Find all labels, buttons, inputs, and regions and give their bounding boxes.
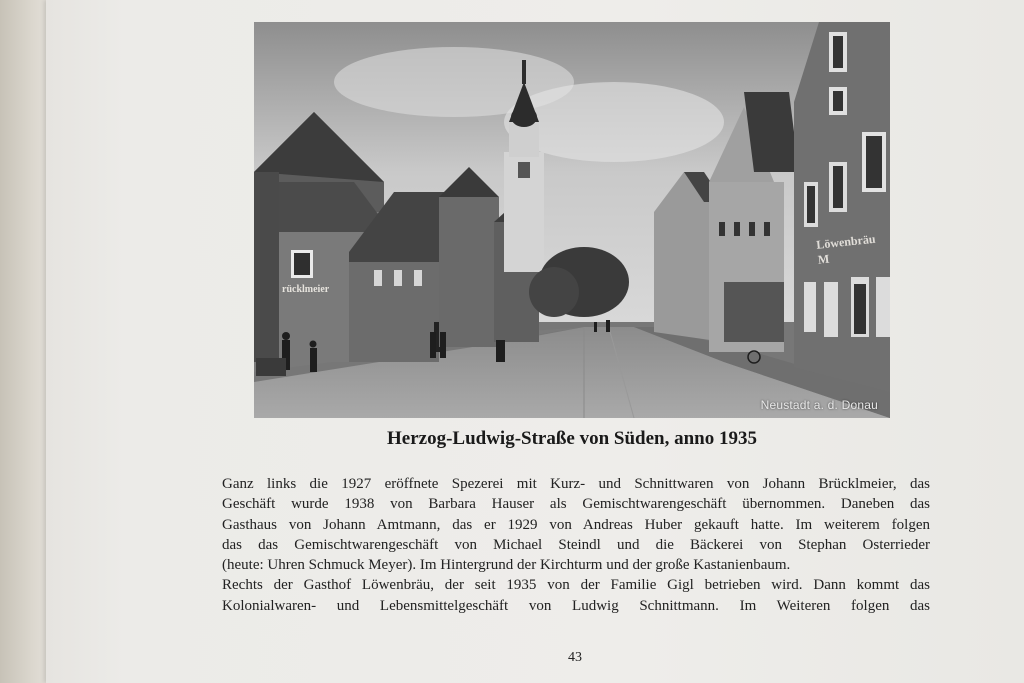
body-line: Ganz links die 1927 eröffnete Spezerei mit Kurz- und Schnittwaren von Johann Brücklmeier, das — [222, 476, 930, 492]
body-line: (heute: Uhren Schmuck Meyer). Im Hintergrund der Kirchturm und der große Kastanienbaum. — [222, 557, 791, 574]
body-line: Gasthaus von Johann Amtmann, das er 1929 von Andreas Huber gekauft hatte. Im weiterem folgen — [222, 516, 930, 533]
photo-location-label: Neustadt a. d. Donau — [760, 398, 878, 412]
book-spine-edge — [0, 0, 48, 683]
body-line: Kolonialwaren- und Lebensmittelgeschäft von Ludwig Schnittmann. Im Weiteren folgen das — [222, 597, 930, 614]
body-line: das das Gemischtwarengeschäft von Michael Steindl und die Bäckerei von Stephan Osterrieder — [222, 536, 930, 553]
shop-sign-loewenbraeu: Löwenbräu M — [815, 231, 877, 267]
body-line: Rechts der Gasthof Löwenbräu, der seit 1935 von der Familie Gigl betrieben wird. Dann kommt das — [222, 577, 930, 594]
body-paragraph — [222, 474, 930, 616]
page-number: 43 — [568, 650, 582, 665]
photo-caption: Herzog-Ludwig-Straße von Süden, anno 1935 — [386, 428, 758, 449]
shop-sign-bruecklmeier: rücklmeier — [282, 284, 330, 295]
historic-street-photo — [254, 22, 890, 418]
street-scene-illustration — [254, 22, 890, 418]
body-line: Geschäft wurde 1938 von Barbara Hauser als Gemischtwarengeschäft übernommen. Daneben das — [222, 496, 930, 513]
